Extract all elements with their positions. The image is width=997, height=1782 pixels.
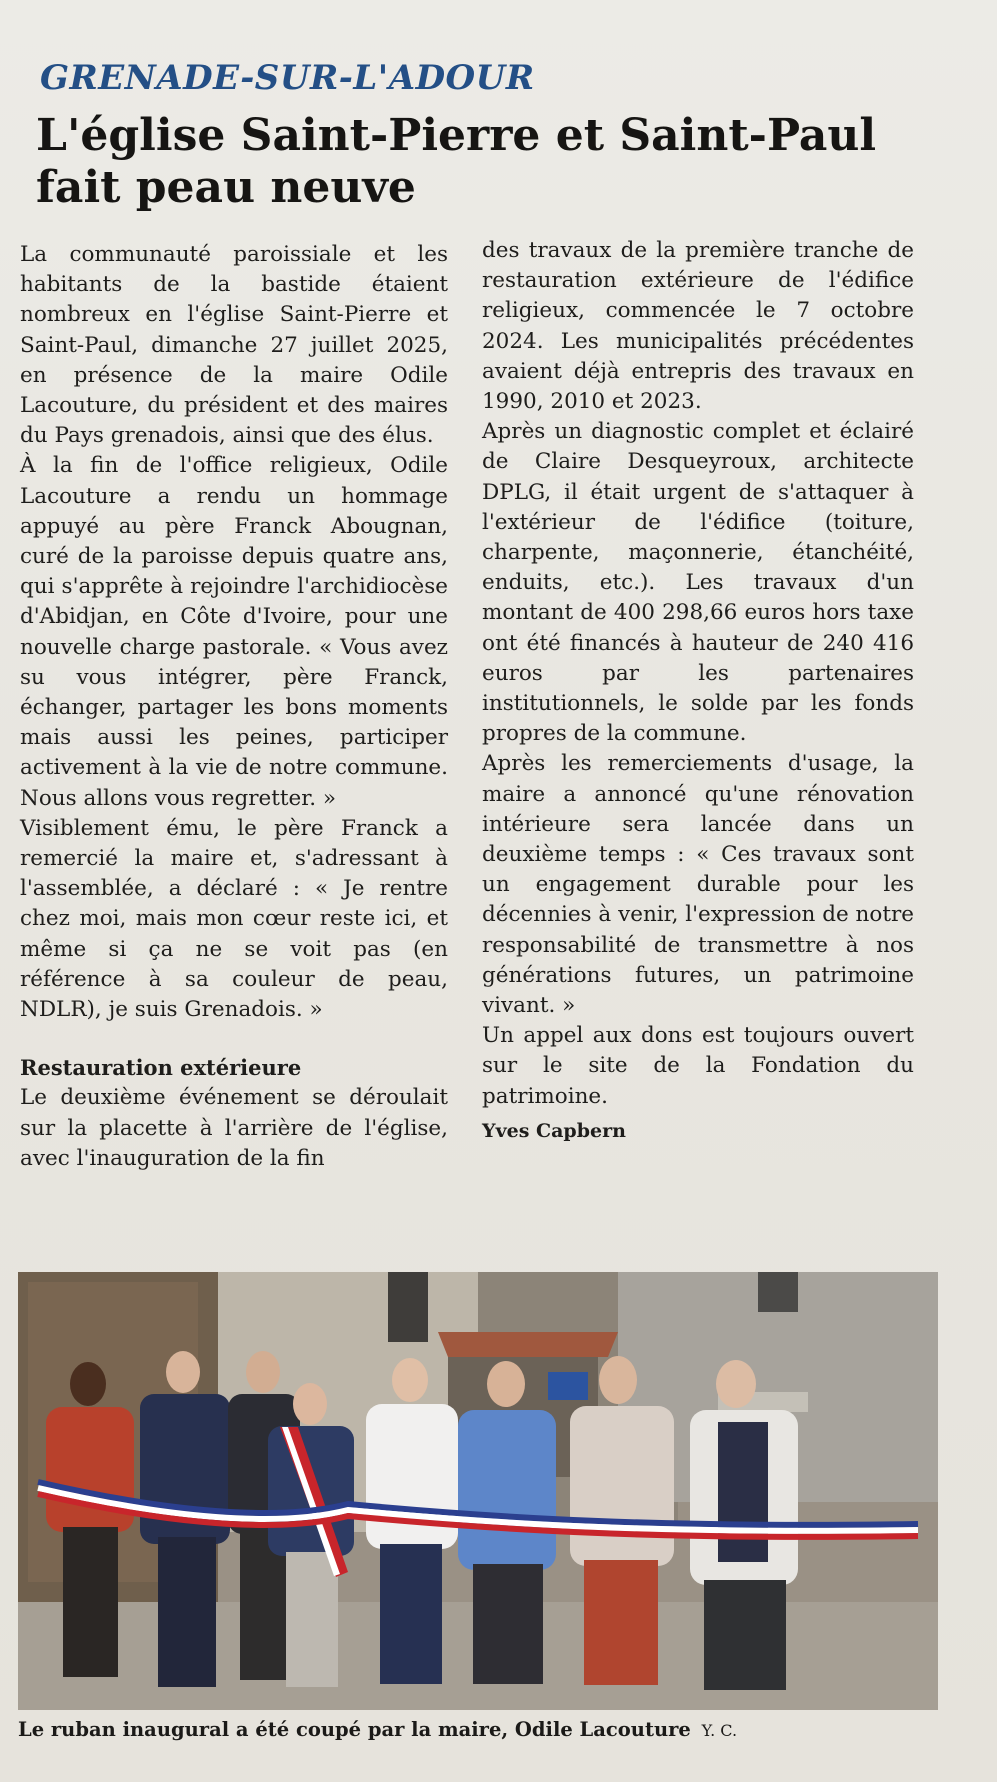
paragraph: La communauté paroissiale et les habitants de la bastide étaient nombreux en l'église Saint-Pierre et Saint-Paul, dimanche 27 juillet 2025, en présence de la maire Odile Lacouture, du président et des maires du Pays grenadois, ainsi que des élus. (20, 242, 448, 449)
paragraph: Après un diagnostic complet et éclairé de Claire Desqueyroux, architecte DPLG, il était urgent de s'attaquer à l'extérieur de l'édifice (toiture, charpente, maçonnerie, étanchéité, enduits, etc.). Les travaux d'un montant de 400 298,66 euros hors taxe ont été financés à hauteur de 240 416 euros par les partenaires institutionnels, le solde par les fonds propres de la commune. (482, 419, 914, 747)
paragraph: À la fin de l'office religieux, Odile Lacouture a rendu un hommage appuyé au père Franck Abougnan, curé de la paroisse depuis quatre ans, qui s'apprête à rejoindre l'archidiocèse d'Abidjan, en Côte d'Ivoire, pour une nouvelle charge pastorale. « Vous avez su vous intégrer, père Franck, échanger, partager les bons moments mais aussi les peines, participer activement à la vie de notre commune. Nous allons vous regretter. » (20, 453, 448, 811)
paragraph: Un appel aux dons est toujours ouvert sur le site de la Fondation du patrimoine. (482, 1023, 914, 1109)
paragraph: Après les remerciements d'usage, la maire a annoncé qu'une rénovation intérieure sera lancée dans un deuxième temps : « Ces travaux sont un engagement durable pour les décennies à venir, l'expression de notre responsabilité de transmettre à nos générations futures, un patrimoine vivant. » (482, 751, 914, 1019)
article-column-right (482, 236, 914, 1146)
photo-caption (18, 1718, 737, 1741)
photo-credit: Y. C. (701, 1721, 738, 1740)
author-byline: Yves Capbern (482, 1119, 626, 1142)
paragraph: Le deuxième événement se déroulait sur la placette à l'arrière de l'église, avec l'inauguration de la fin (20, 1085, 448, 1171)
headline: L'église Saint-Pierre et Saint-Paul fait peau neuve (36, 110, 877, 213)
article-column-left (20, 240, 448, 1174)
paragraph: des travaux de la première tranche de restauration extérieure de l'édifice religieux, commencée le 7 octobre 2024. Les municipalités précédentes avaient déjà entrepris des travaux en 1990, 2010 et 2023. (482, 238, 914, 415)
paragraph: Visiblement ému, le père Franck a remercié la maire et, s'adressant à l'assemblée, a déclaré : « Je rentre chez moi, mais mon cœur reste ici, et même si ça ne se voit pas (en référence à sa couleur de peau, NDLR), je suis Grenadois. » (20, 815, 448, 1023)
subheading: Restauration extérieure (20, 1055, 302, 1081)
section-kicker: GRENADE-SUR-L'ADOUR (40, 58, 535, 98)
ribbon-cutting-photo (18, 1272, 938, 1710)
caption-text: Le ruban inaugural a été coupé par la maire, Odile Lacouture (18, 1718, 691, 1741)
